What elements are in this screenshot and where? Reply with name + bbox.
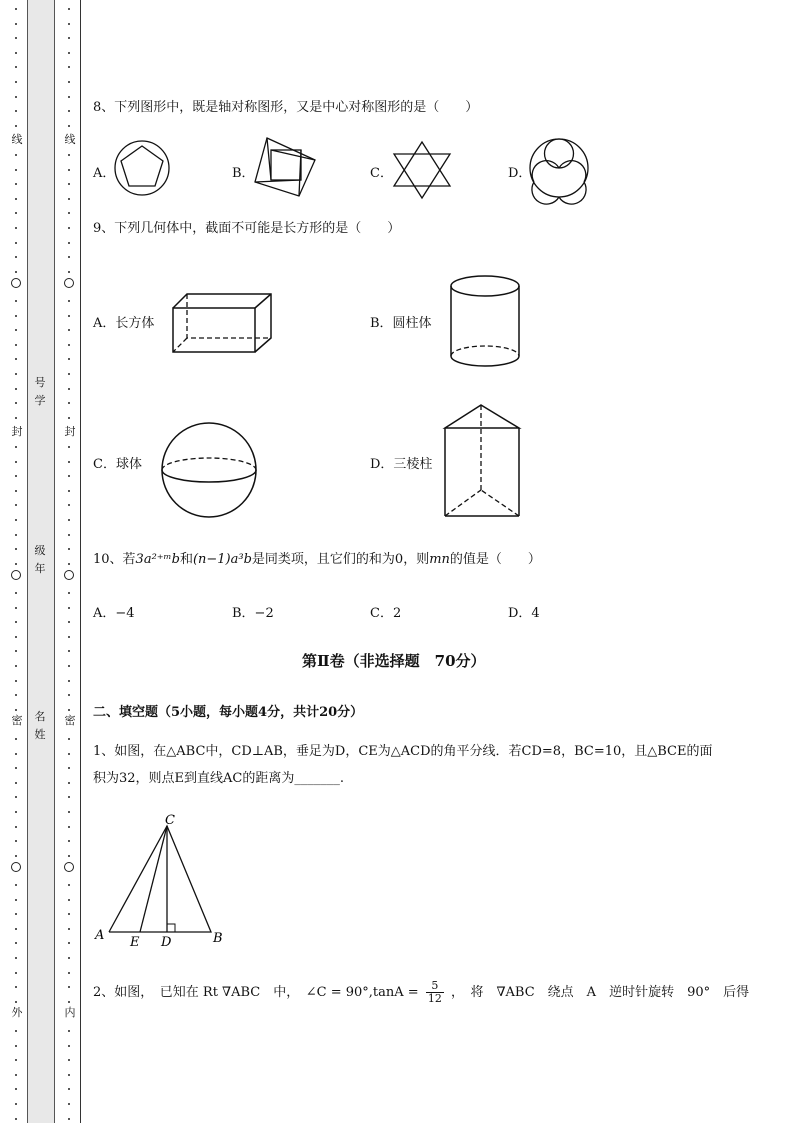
binding-dot: [15, 928, 17, 930]
binding-dot: [68, 373, 70, 375]
q10-option-d: D．4: [508, 606, 540, 621]
q10-stem: 10、若3a²⁺ᵐb和(n−1)a³b是同类项，且它们的和为0，则mn的值是（ ）: [93, 552, 541, 567]
binding-dot: [15, 110, 17, 112]
binding-dot: [68, 300, 70, 302]
binding-dot: [68, 534, 70, 536]
binding-dot: [15, 37, 17, 39]
binding-dot: [68, 942, 70, 944]
binding-dot: [15, 504, 17, 506]
binding-dot: [68, 315, 70, 317]
binding-dot: [15, 534, 17, 536]
binding-circle: [64, 570, 74, 580]
binding-dot: [68, 913, 70, 915]
binding-dot: [15, 329, 17, 331]
exam-page: [93, 0, 783, 1123]
binding-dot: [15, 942, 17, 944]
binding-dot: [15, 753, 17, 755]
binding-dot: [15, 183, 17, 185]
fill-q1-line1: 1、如图，在△ABC中，CD⊥AB，垂足为D，CE为△ACD的角平分线．若CD=8，BC=10，且△BCE的面: [93, 744, 713, 759]
binding-dot: [15, 607, 17, 609]
binding-dot: [68, 738, 70, 740]
binding-dot: [68, 81, 70, 83]
binding-dot: [15, 636, 17, 638]
binding-dot: [68, 753, 70, 755]
binding-dot: [68, 169, 70, 171]
margin-rule: [80, 0, 81, 1123]
right-dot-column: [64, 0, 76, 1123]
student-id-label: 号 学: [34, 376, 46, 407]
binding-dot: [15, 1088, 17, 1090]
binding-dot: [15, 373, 17, 375]
binding-dot: [15, 1103, 17, 1105]
binding-dot: [15, 402, 17, 404]
q9-option-d: D．三棱柱: [370, 457, 433, 472]
binding-dot: [15, 271, 17, 273]
binding-dot: [68, 899, 70, 901]
cuboid-figure: [169, 290, 275, 356]
q10-option-c: C．2: [370, 606, 402, 621]
binding-dot: [68, 592, 70, 594]
binding-margin: [0, 0, 82, 1123]
label-d: D: [161, 935, 172, 950]
binding-dot: [15, 1030, 17, 1032]
binding-dot: [68, 650, 70, 652]
right-char-nei: 内: [64, 1006, 76, 1019]
binding-dot: [15, 680, 17, 682]
binding-dot: [15, 972, 17, 974]
left-dot-column: [11, 0, 23, 1123]
binding-dot: [15, 899, 17, 901]
binding-dot: [15, 782, 17, 784]
three-arc-circle-figure: [529, 138, 589, 198]
binding-dot: [68, 490, 70, 492]
binding-dot: [15, 198, 17, 200]
binding-dot: [15, 475, 17, 477]
binding-dot: [68, 446, 70, 448]
binding-dot: [68, 329, 70, 331]
binding-dot: [68, 986, 70, 988]
binding-dot: [15, 826, 17, 828]
q10-option-a: A．−4: [93, 606, 135, 621]
right-char-mi: 密: [64, 714, 76, 727]
binding-dot: [68, 212, 70, 214]
binding-dot: [15, 913, 17, 915]
binding-dot: [15, 1074, 17, 1076]
binding-dot: [15, 256, 17, 258]
binding-dot: [68, 417, 70, 419]
binding-circle: [64, 862, 74, 872]
binding-dot: [68, 402, 70, 404]
binding-dot: [68, 227, 70, 229]
binding-dot: [15, 81, 17, 83]
label-b: B: [213, 931, 223, 946]
part2-title: 第Ⅱ卷（非选择题 70分）: [302, 652, 486, 670]
triangle-abc-figure: [93, 810, 233, 950]
binding-dot: [68, 621, 70, 623]
fill-q1-line2: 积为32，则点E到直线AC的距离为_______.: [93, 771, 344, 786]
binding-dot: [15, 709, 17, 711]
q9-stem: 9、下列几何体中，截面不可能是长方形的是（ ）: [93, 221, 401, 236]
binding-dot: [15, 548, 17, 550]
grade-label: 级 年: [34, 544, 46, 575]
binding-dot: [15, 884, 17, 886]
binding-dot: [68, 811, 70, 813]
binding-dot: [68, 680, 70, 682]
right-char-xian: 线: [64, 133, 76, 146]
binding-dot: [15, 212, 17, 214]
binding-circle: [11, 862, 21, 872]
q8-option-c: C．: [370, 166, 393, 181]
binding-dot: [68, 271, 70, 273]
binding-dot: [15, 227, 17, 229]
binding-circle: [11, 570, 21, 580]
right-char-feng: 封: [64, 425, 76, 438]
binding-dot: [68, 1088, 70, 1090]
q8-stem: 8、下列图形中，既是轴对称图形，又是中心对称图形的是（ ）: [93, 100, 479, 115]
binding-dot: [15, 417, 17, 419]
q9-option-b: B．圆柱体: [370, 316, 432, 331]
binding-dot: [68, 607, 70, 609]
binding-dot: [15, 957, 17, 959]
binding-dot: [15, 1001, 17, 1003]
binding-dot: [15, 154, 17, 156]
binding-dot: [68, 125, 70, 127]
binding-dot: [68, 23, 70, 25]
left-char-xian: 线: [11, 133, 23, 146]
q10-option-b: B．−2: [232, 606, 274, 621]
q9-option-a: A．长方体: [93, 316, 155, 331]
binding-dot: [68, 826, 70, 828]
binding-dot: [15, 300, 17, 302]
square-pinwheel-figure: [253, 136, 317, 198]
q8-option-d: D．: [508, 166, 532, 181]
label-e: E: [130, 935, 140, 950]
binding-dot: [15, 315, 17, 317]
binding-dot: [68, 519, 70, 521]
binding-dot: [15, 490, 17, 492]
binding-dot: [68, 388, 70, 390]
binding-dot: [15, 811, 17, 813]
binding-dot: [68, 855, 70, 857]
left-char-feng: 封: [11, 425, 23, 438]
binding-dot: [68, 840, 70, 842]
binding-dot: [15, 125, 17, 127]
binding-dot: [15, 1045, 17, 1047]
binding-dot: [15, 986, 17, 988]
binding-dot: [68, 972, 70, 974]
binding-dot: [15, 738, 17, 740]
binding-dot: [68, 1103, 70, 1105]
binding-dot: [68, 110, 70, 112]
q9-option-c: C．球体: [93, 457, 142, 472]
binding-dot: [68, 1074, 70, 1076]
binding-dot: [15, 563, 17, 565]
binding-dot: [68, 636, 70, 638]
binding-dot: [15, 1118, 17, 1120]
binding-dot: [68, 767, 70, 769]
tan-fraction: $\frac{5}{12}$: [427, 979, 442, 1005]
binding-dot: [68, 709, 70, 711]
binding-dot: [15, 796, 17, 798]
binding-dot: [68, 461, 70, 463]
binding-dot: [68, 504, 70, 506]
fill-in-heading: 二、填空题（5小题，每小题4分，共计20分）: [93, 705, 364, 720]
binding-dot: [15, 8, 17, 10]
binding-dot: [15, 665, 17, 667]
binding-circle: [11, 278, 21, 288]
pentagon-in-circle-figure: [114, 140, 170, 196]
binding-circle: [64, 278, 74, 288]
binding-dot: [15, 446, 17, 448]
binding-dot: [15, 242, 17, 244]
binding-dot: [68, 1045, 70, 1047]
binding-dot: [68, 665, 70, 667]
binding-dot: [15, 694, 17, 696]
binding-dot: [15, 840, 17, 842]
left-char-wai: 外: [11, 1006, 23, 1019]
fill-q2-stem: 2、如图， 已知在 Rt ∇ABC 中， ∠C = 90°,tanA = $\frac{5}{12}$ ， 将 ∇ABC 绕点 A 逆时针旋转 90° 后得: [93, 979, 750, 1005]
binding-dot: [15, 1059, 17, 1061]
binding-dot: [15, 344, 17, 346]
binding-dot: [68, 37, 70, 39]
binding-dot: [68, 242, 70, 244]
q8-option-a: A．: [93, 166, 116, 181]
binding-dot: [68, 256, 70, 258]
binding-dot: [15, 358, 17, 360]
hexagram-figure: [391, 140, 453, 200]
binding-dot: [15, 169, 17, 171]
binding-dot: [68, 198, 70, 200]
binding-dot: [15, 96, 17, 98]
binding-dot: [15, 519, 17, 521]
binding-dot: [15, 592, 17, 594]
binding-dot: [68, 563, 70, 565]
binding-dot: [68, 66, 70, 68]
binding-dot: [68, 884, 70, 886]
binding-dot: [68, 782, 70, 784]
binding-dot: [68, 96, 70, 98]
binding-dot: [68, 957, 70, 959]
binding-dot: [15, 52, 17, 54]
binding-dot: [68, 1059, 70, 1061]
cylinder-figure: [447, 274, 523, 370]
sphere-figure: [159, 420, 259, 520]
binding-dot: [15, 855, 17, 857]
binding-dot: [15, 621, 17, 623]
binding-dot: [15, 66, 17, 68]
q8-option-b: B．: [232, 166, 255, 181]
binding-dot: [68, 1118, 70, 1120]
left-char-mi: 密: [11, 714, 23, 727]
label-a: A: [95, 928, 105, 943]
binding-dot: [68, 1030, 70, 1032]
binding-dot: [68, 928, 70, 930]
triangular-prism-figure: [441, 402, 523, 522]
binding-dot: [68, 694, 70, 696]
binding-dot: [68, 52, 70, 54]
label-c: C: [165, 813, 175, 828]
name-label: 名 姓: [34, 710, 46, 741]
binding-dot: [68, 183, 70, 185]
q10-expr1: 3a²⁺ᵐb: [135, 552, 180, 567]
binding-dot: [15, 650, 17, 652]
binding-dot: [15, 767, 17, 769]
binding-dot: [68, 1001, 70, 1003]
binding-dot: [68, 475, 70, 477]
binding-dot: [68, 344, 70, 346]
binding-dot: [68, 154, 70, 156]
binding-dot: [15, 461, 17, 463]
binding-dot: [15, 23, 17, 25]
binding-dot: [68, 358, 70, 360]
binding-dot: [68, 8, 70, 10]
q10-expr2: (n−1)a³b: [192, 552, 252, 567]
binding-dot: [68, 548, 70, 550]
binding-dot: [15, 388, 17, 390]
binding-dot: [68, 796, 70, 798]
